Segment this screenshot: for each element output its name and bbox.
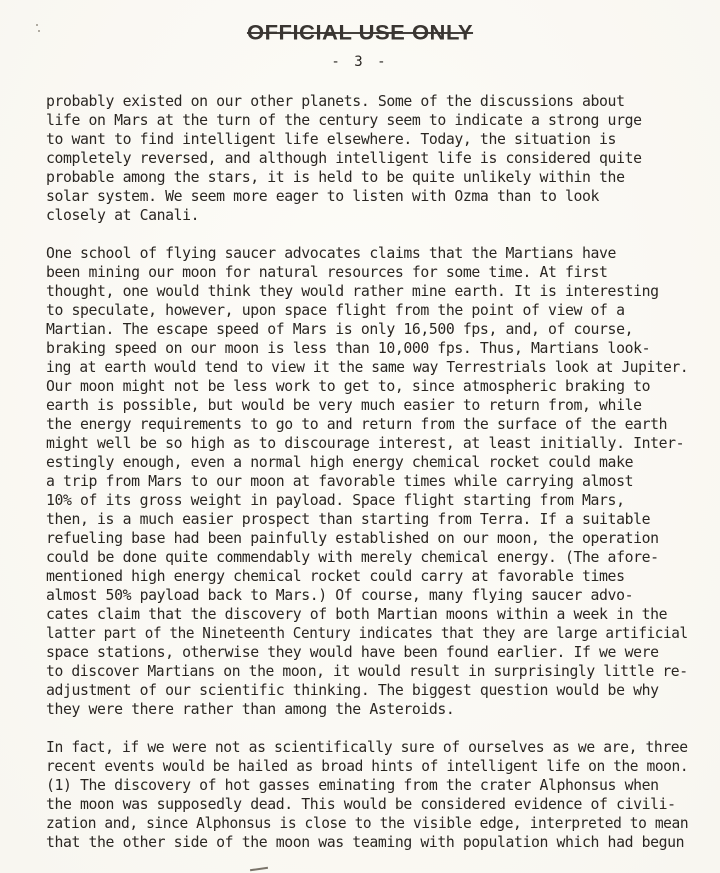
text-line: braking speed on our moon is less than 10,000 fps. Thus, Martians look-	[46, 340, 651, 357]
text-line: 10% of its gross weight in payload. Space flight starting from Mars,	[46, 492, 625, 509]
text-line: cates claim that the discovery of both Martian moons within a week in the	[46, 606, 668, 623]
text-line: been mining our moon for natural resources for some time. At first	[46, 264, 608, 281]
text-line: probably existed on our other planets. Some of the discussions about	[46, 93, 625, 110]
text-line: latter part of the Nineteenth Century indicates that they are large artificial	[46, 625, 688, 642]
text-line: the energy requirements to go to and return from the surface of the earth	[46, 416, 668, 433]
text-line: to discover Martians on the moon, it would result in surprisingly little re-	[46, 663, 688, 680]
text-line: almost 50% payload back to Mars.) Of course, many flying saucer advo-	[46, 587, 634, 604]
body-text	[46, 92, 689, 871]
text-line: solar system. We seem more eager to listen with Ozma than to look	[46, 188, 600, 205]
text-line: completely reversed, and although intelligent life is considered quite	[46, 150, 642, 167]
text-line: Our moon might not be less work to get to, since atmospheric braking to	[46, 378, 651, 395]
text-line: then, is a much easier prospect than starting from Terra. If a suitable	[46, 511, 651, 528]
text-line: earth is possible, but would be very much easier to return from, while	[46, 397, 642, 414]
text-line: the moon was supposedly dead. This would be considered evidence of civili-	[46, 796, 676, 813]
text-line: closely at Canali.	[46, 207, 200, 224]
text-line: life on Mars at the turn of the century seem to indicate a strong urge	[46, 112, 642, 129]
text-line: to want to find intelligent life elsewhere. Today, the situation is	[46, 131, 617, 148]
text-line: zation and, since Alphonsus is close to the visible edge, interpreted to mean	[46, 815, 689, 832]
text-line: refueling base had been painfully established on our moon, the operation	[46, 530, 659, 547]
text-line: mentioned high energy chemical rocket could carry at favorable times	[46, 568, 625, 585]
text-line: that the other side of the moon was teaming with population which had begun	[46, 834, 685, 851]
text-line: (1) The discovery of hot gasses eminating from the crater Alphonsus when	[46, 777, 659, 794]
page-number: - 3 -	[331, 54, 389, 70]
text-line: One school of flying saucer advocates claims that the Martians have	[46, 245, 617, 262]
text-line: a trip from Mars to our moon at favorable times while carrying almost	[46, 473, 634, 490]
paragraph	[46, 738, 689, 852]
classification-marking: OFFICIAL USE ONLY	[246, 20, 474, 45]
text-line: thought, one would think they would rather mine earth. It is interesting	[46, 283, 659, 300]
text-line: to speculate, however, upon space flight from the point of view of a	[46, 302, 625, 319]
text-line: might well be so high as to discourage interest, at least initially. Inter-	[46, 435, 685, 452]
text-line: In fact, if we were not as scientifically sure of ourselves as we are, three	[46, 739, 688, 756]
text-line: they were there rather than among the Asteroids.	[46, 701, 455, 718]
paragraph	[46, 92, 686, 225]
text-line: probable among the stars, it is held to be quite unlikely within the	[46, 169, 625, 186]
text-line: Martian. The escape speed of Mars is only 16,500 fps, and, of course,	[46, 321, 634, 338]
text-line: adjustment of our scientific thinking. The biggest question would be why	[46, 682, 659, 699]
text-line: estingly enough, even a normal high energy chemical rocket could make	[46, 454, 634, 471]
text-line: could be done quite commendably with merely chemical energy. (The afore-	[46, 549, 659, 566]
text-line: ing at earth would tend to view it the same way Terrestrials look at Jupiter.	[46, 359, 689, 376]
text-line: recent events would be hailed as broad hints of intelligent life on the moon.	[46, 758, 689, 775]
text-line: space stations, otherwise they would have been found earlier. If we were	[46, 644, 659, 661]
paragraph	[46, 244, 689, 719]
